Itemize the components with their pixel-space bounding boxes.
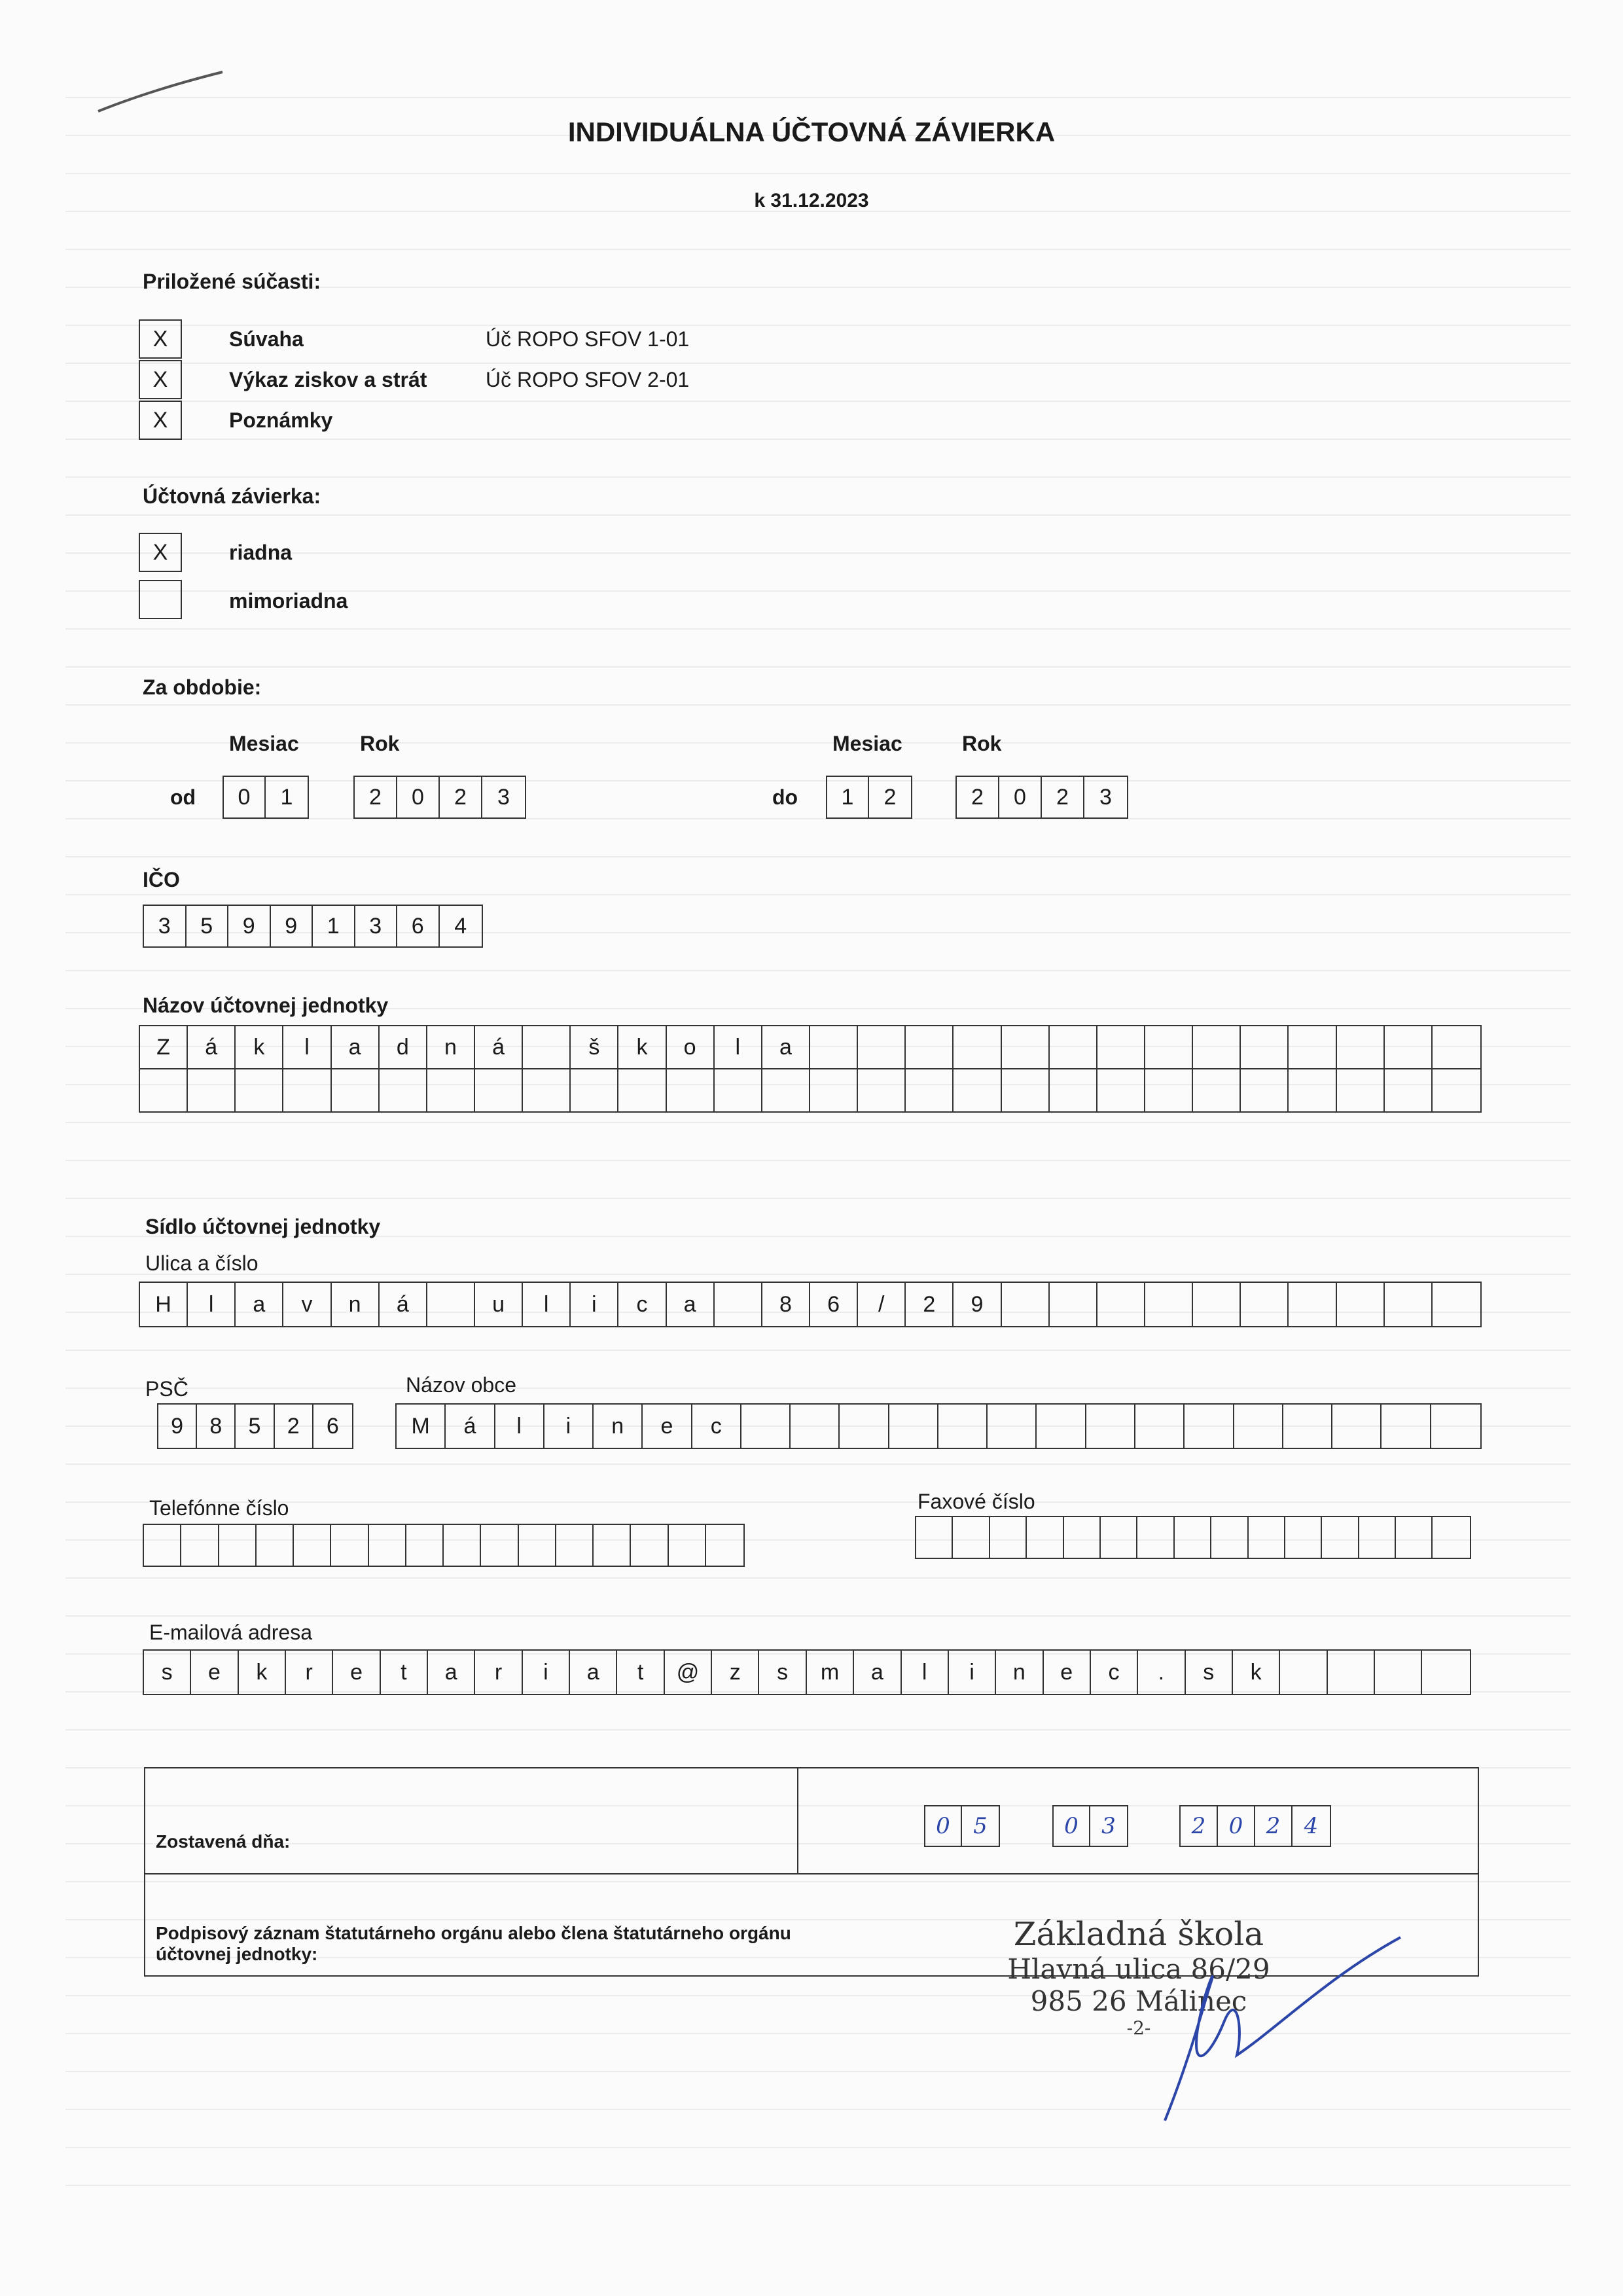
char-cell: 5	[187, 906, 229, 946]
char-cell	[1385, 1026, 1433, 1068]
char-cell: 2	[906, 1283, 954, 1326]
compiled-year[interactable]	[1179, 1805, 1331, 1847]
char-cell: t	[617, 1651, 664, 1694]
char-cell	[990, 1517, 1027, 1558]
char-cell: 0	[397, 777, 440, 817]
char-cell: 8	[197, 1405, 236, 1448]
sign-label: Podpisový záznam štatutárneho orgánu alebo člena štatutárneho orgánu účtovnej jednotky:	[156, 1923, 791, 1964]
code-suvaha: Úč ROPO SFOV 1-01	[486, 327, 690, 351]
char-cell: 0	[224, 777, 266, 817]
char-cell	[1050, 1283, 1097, 1326]
char-cell	[1101, 1517, 1137, 1558]
char-cell: 0	[999, 777, 1042, 817]
char-cell: i	[523, 1651, 570, 1694]
char-cell	[1280, 1651, 1327, 1694]
char-cell	[1285, 1517, 1322, 1558]
char-cell: e	[1044, 1651, 1091, 1694]
char-cell: 5	[236, 1405, 274, 1448]
city-field[interactable]	[395, 1403, 1482, 1449]
char-cell	[938, 1405, 988, 1448]
char-cell: M	[397, 1405, 446, 1448]
char-cell	[1431, 1405, 1480, 1448]
label-mimoriadna: mimoriadna	[229, 589, 348, 613]
from-year-field[interactable]	[353, 776, 526, 819]
char-cell: 0	[925, 1806, 962, 1846]
psc-field[interactable]	[157, 1403, 353, 1449]
char-cell: 6	[810, 1283, 858, 1326]
char-cell: k	[236, 1026, 283, 1068]
char-cell: 2	[440, 777, 482, 817]
char-cell	[1283, 1405, 1332, 1448]
compiled-label: Zostavená dňa:	[156, 1831, 291, 1852]
label-suvaha: Súvaha	[229, 327, 304, 351]
char-cell	[669, 1525, 706, 1566]
char-cell	[1135, 1405, 1185, 1448]
char-cell	[791, 1405, 840, 1448]
char-cell: d	[380, 1026, 427, 1068]
char-cell	[1145, 1026, 1193, 1068]
char-cell	[810, 1026, 858, 1068]
char-cell: 2	[1255, 1806, 1293, 1846]
char-cell: l	[902, 1651, 949, 1694]
label-vzs: Výkaz ziskov a strát	[229, 368, 427, 391]
to-label: do	[772, 785, 798, 809]
char-cell	[1193, 1026, 1241, 1068]
char-cell: á	[475, 1026, 523, 1068]
char-cell: k	[618, 1026, 666, 1068]
char-cell: s	[759, 1651, 806, 1694]
char-cell	[294, 1525, 331, 1566]
char-cell	[706, 1525, 743, 1566]
char-cell: 1	[313, 906, 355, 946]
char-cell: 3	[144, 906, 187, 946]
char-cell	[1145, 1069, 1193, 1111]
psc-label: PSČ	[145, 1377, 188, 1401]
entity-name-label: Názov účtovnej jednotky	[143, 994, 389, 1017]
compiled-day[interactable]	[924, 1805, 1000, 1847]
char-cell: u	[475, 1283, 523, 1326]
char-cell	[1050, 1069, 1097, 1111]
char-cell: l	[523, 1283, 571, 1326]
char-cell: Z	[140, 1026, 188, 1068]
char-cell	[858, 1026, 906, 1068]
char-cell	[889, 1405, 938, 1448]
char-cell	[954, 1069, 1001, 1111]
char-cell	[762, 1069, 810, 1111]
char-cell	[444, 1525, 481, 1566]
char-cell	[1337, 1283, 1385, 1326]
compiled-month[interactable]	[1052, 1805, 1128, 1847]
char-cell	[331, 1525, 368, 1566]
document-title: INDIVIDUÁLNA ÚČTOVNÁ ZÁVIERKA	[567, 117, 1056, 147]
char-cell	[741, 1405, 791, 1448]
char-cell: n	[594, 1405, 643, 1448]
char-cell: 9	[158, 1405, 197, 1448]
char-cell: a	[236, 1283, 283, 1326]
char-cell: á	[446, 1405, 495, 1448]
char-cell: 0	[1054, 1806, 1090, 1846]
from-month-label: Mesiac	[229, 732, 299, 755]
label-riadna: riadna	[229, 541, 293, 564]
handwritten-signature	[1113, 1924, 1427, 2147]
char-cell: 5	[973, 1813, 988, 1839]
char-cell	[667, 1069, 715, 1111]
char-cell	[332, 1069, 380, 1111]
stamp-line-3: 985 26 Málinec	[1030, 1985, 1247, 2017]
char-cell	[1097, 1069, 1145, 1111]
char-cell	[406, 1525, 444, 1566]
char-cell	[1002, 1283, 1050, 1326]
char-cell	[906, 1026, 954, 1068]
char-cell	[523, 1069, 571, 1111]
checkbox-suvaha[interactable]: X	[139, 319, 182, 359]
char-cell	[144, 1525, 181, 1566]
char-cell: s	[144, 1651, 191, 1694]
attachments-heading: Priložené súčasti:	[143, 270, 321, 293]
char-cell: 1	[827, 777, 869, 817]
char-cell: 8	[762, 1283, 810, 1326]
char-cell: a	[332, 1026, 380, 1068]
char-cell	[1328, 1651, 1375, 1694]
char-cell: z	[712, 1651, 759, 1694]
char-cell: s	[1186, 1651, 1233, 1694]
seat-label: Sídlo účtovnej jednotky	[145, 1215, 381, 1238]
char-cell: .	[1138, 1651, 1185, 1694]
char-cell: c	[1091, 1651, 1138, 1694]
char-cell	[618, 1069, 666, 1111]
to-year-label: Rok	[962, 732, 1002, 755]
char-cell: l	[495, 1405, 544, 1448]
char-cell: k	[239, 1651, 286, 1694]
char-cell	[1337, 1069, 1385, 1111]
char-cell	[523, 1026, 571, 1068]
char-cell	[1385, 1069, 1433, 1111]
char-cell	[427, 1283, 475, 1326]
checkbox-riadna[interactable]: X	[139, 533, 182, 572]
char-cell	[219, 1525, 257, 1566]
code-vzs: Úč ROPO SFOV 2-01	[486, 368, 690, 391]
char-cell	[840, 1405, 889, 1448]
char-cell	[1241, 1283, 1289, 1326]
period-heading: Za obdobie:	[143, 675, 262, 699]
char-cell	[140, 1069, 188, 1111]
stamp-line-1: Základná škola	[1013, 1915, 1264, 1953]
char-cell	[369, 1525, 406, 1566]
char-cell: a	[428, 1651, 475, 1694]
email-field[interactable]	[143, 1649, 1471, 1695]
char-cell: 2	[957, 777, 999, 817]
char-cell	[1289, 1069, 1336, 1111]
char-cell	[631, 1525, 668, 1566]
char-cell	[1193, 1069, 1241, 1111]
char-cell	[519, 1525, 556, 1566]
char-cell: a	[667, 1283, 715, 1326]
char-cell: c	[692, 1405, 741, 1448]
char-cell: i	[571, 1283, 618, 1326]
char-cell	[916, 1517, 953, 1558]
char-cell: 6	[326, 1413, 339, 1439]
pen-mark	[92, 65, 236, 118]
char-cell	[1027, 1517, 1063, 1558]
char-cell: 9	[271, 906, 313, 946]
char-cell	[1137, 1517, 1174, 1558]
char-cell: 9	[228, 906, 271, 946]
char-cell	[953, 1517, 990, 1558]
char-cell	[1249, 1517, 1285, 1558]
char-cell: 2	[355, 777, 397, 817]
char-cell: á	[380, 1283, 427, 1326]
char-cell	[236, 1069, 283, 1111]
char-cell: @	[665, 1651, 712, 1694]
char-cell	[1193, 1283, 1241, 1326]
char-cell	[1097, 1283, 1145, 1326]
char-cell	[181, 1525, 219, 1566]
char-cell	[1086, 1405, 1135, 1448]
email-label: E-mailová adresa	[149, 1621, 312, 1644]
street-label: Ulica a číslo	[145, 1251, 259, 1275]
char-cell	[283, 1069, 331, 1111]
char-cell	[1396, 1517, 1433, 1558]
char-cell: 1	[280, 784, 293, 810]
ico-field[interactable]	[143, 905, 483, 948]
char-cell	[1332, 1405, 1382, 1448]
char-cell	[858, 1069, 906, 1111]
char-cell	[1064, 1517, 1101, 1558]
char-cell	[1433, 1069, 1480, 1111]
char-cell	[475, 1069, 523, 1111]
char-cell	[715, 1283, 762, 1326]
char-cell: 9	[954, 1283, 1001, 1326]
char-cell: 2	[1181, 1806, 1218, 1846]
from-year-label: Rok	[360, 732, 400, 755]
char-cell: n	[332, 1283, 380, 1326]
char-cell	[1337, 1026, 1385, 1068]
to-month-label: Mesiac	[832, 732, 902, 755]
char-cell: i	[544, 1405, 594, 1448]
char-cell: á	[188, 1026, 236, 1068]
char-cell: l	[715, 1026, 762, 1068]
char-cell: 4	[1304, 1813, 1319, 1839]
char-cell	[1433, 1026, 1480, 1068]
char-cell: 0	[1218, 1806, 1255, 1846]
char-cell	[1050, 1026, 1097, 1068]
char-cell: r	[475, 1651, 522, 1694]
char-cell: a	[570, 1651, 617, 1694]
char-cell	[1037, 1405, 1086, 1448]
char-cell: n	[996, 1651, 1043, 1694]
char-cell: l	[188, 1283, 236, 1326]
from-month-field[interactable]	[223, 776, 309, 819]
char-cell: H	[140, 1283, 188, 1326]
char-cell: 2	[1042, 777, 1084, 817]
char-cell	[1175, 1517, 1211, 1558]
char-cell: e	[333, 1651, 380, 1694]
char-cell	[481, 1525, 518, 1566]
char-cell: r	[286, 1651, 333, 1694]
char-cell	[1185, 1405, 1234, 1448]
char-cell	[1234, 1405, 1283, 1448]
char-cell: 6	[397, 906, 440, 946]
char-cell	[380, 1069, 427, 1111]
char-cell	[1322, 1517, 1359, 1558]
char-cell: c	[618, 1283, 666, 1326]
char-cell: e	[191, 1651, 238, 1694]
char-cell	[715, 1069, 762, 1111]
char-cell	[556, 1525, 594, 1566]
char-cell: o	[667, 1026, 715, 1068]
char-cell: 4	[454, 913, 467, 939]
to-month-field[interactable]	[826, 776, 912, 819]
char-cell	[1289, 1026, 1336, 1068]
char-cell	[257, 1525, 294, 1566]
char-cell: 3	[355, 906, 398, 946]
char-cell	[1241, 1026, 1289, 1068]
char-cell: /	[858, 1283, 906, 1326]
closing-type-heading: Účtovná závierka:	[143, 484, 321, 508]
char-cell: š	[571, 1026, 618, 1068]
char-cell	[1241, 1069, 1289, 1111]
entity-name-row2[interactable]	[139, 1068, 1482, 1113]
char-cell	[810, 1069, 858, 1111]
char-cell: a	[854, 1651, 901, 1694]
stamp-line-4: -2-	[1126, 2017, 1151, 2039]
char-cell	[1002, 1069, 1050, 1111]
char-cell: v	[283, 1283, 331, 1326]
char-cell	[1422, 1651, 1469, 1694]
char-cell: a	[762, 1026, 810, 1068]
fax-label: Faxové číslo	[918, 1490, 1035, 1513]
phone-label: Telefónne číslo	[149, 1496, 289, 1520]
char-cell: i	[949, 1651, 996, 1694]
char-cell	[188, 1069, 236, 1111]
char-cell	[1002, 1026, 1050, 1068]
char-cell	[1433, 1517, 1469, 1558]
char-cell	[1385, 1283, 1433, 1326]
char-cell	[427, 1069, 475, 1111]
char-cell	[571, 1069, 618, 1111]
from-label: od	[170, 785, 196, 809]
char-cell	[988, 1405, 1037, 1448]
entity-name-row1[interactable]	[139, 1025, 1482, 1069]
to-year-field[interactable]	[955, 776, 1128, 819]
char-cell: 3	[497, 784, 510, 810]
char-cell: 3	[1099, 784, 1112, 810]
char-cell	[1375, 1651, 1422, 1694]
street-field[interactable]	[139, 1282, 1482, 1327]
char-cell: 2	[275, 1405, 313, 1448]
char-cell: t	[381, 1651, 428, 1694]
ico-label: IČO	[143, 868, 180, 891]
char-cell	[906, 1069, 954, 1111]
document-date: k 31.12.2023	[754, 190, 869, 211]
char-cell	[1145, 1283, 1193, 1326]
checkbox-poznamky[interactable]: X	[139, 401, 182, 440]
stamp-line-2: Hlavná ulica 86/29	[1007, 1953, 1270, 1985]
char-cell: l	[283, 1026, 331, 1068]
label-poznamky: Poznámky	[229, 408, 333, 432]
fax-field[interactable]	[915, 1516, 1471, 1559]
char-cell: 2	[883, 784, 897, 810]
char-cell: m	[807, 1651, 854, 1694]
char-cell	[1382, 1405, 1431, 1448]
char-cell	[1433, 1283, 1480, 1326]
char-cell	[954, 1026, 1001, 1068]
char-cell: e	[643, 1405, 692, 1448]
city-label: Názov obce	[406, 1373, 516, 1397]
char-cell	[1359, 1517, 1396, 1558]
checkbox-vzs[interactable]: X	[139, 360, 182, 399]
phone-field[interactable]	[143, 1524, 745, 1567]
char-cell	[1097, 1026, 1145, 1068]
char-cell	[594, 1525, 631, 1566]
char-cell: n	[427, 1026, 475, 1068]
char-cell: k	[1233, 1651, 1280, 1694]
char-cell: 3	[1101, 1813, 1116, 1839]
char-cell	[1289, 1283, 1336, 1326]
checkbox-mimoriadna[interactable]	[139, 580, 182, 619]
char-cell	[1211, 1517, 1248, 1558]
